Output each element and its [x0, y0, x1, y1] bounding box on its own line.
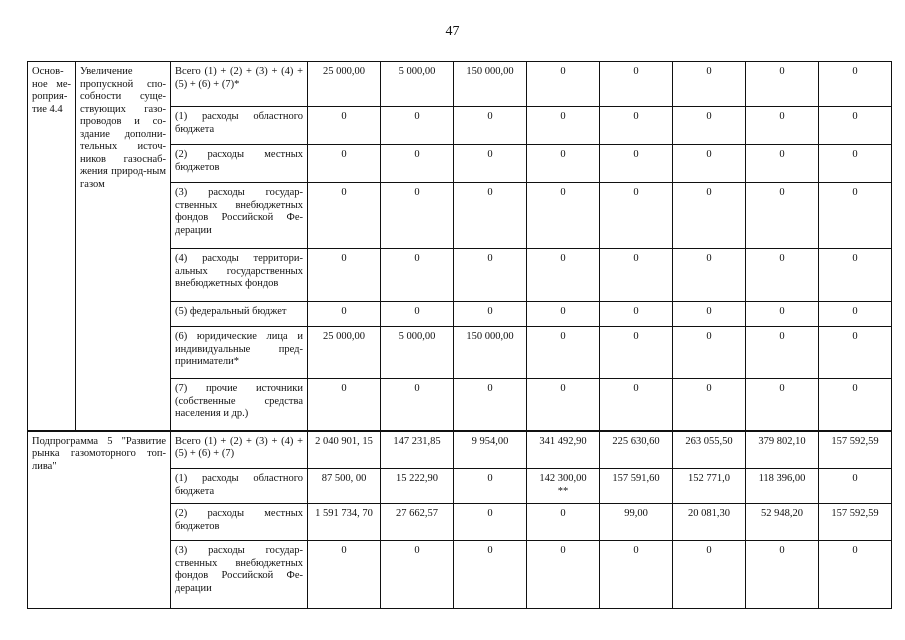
value-cell	[308, 431, 381, 469]
value-cell	[381, 62, 454, 107]
value-cell	[527, 302, 600, 327]
funding-source-cell: (1) расходы областного бюджета	[171, 469, 308, 504]
value-cell	[746, 327, 819, 379]
value-cell	[600, 469, 673, 504]
value-cell	[454, 327, 527, 379]
value-cell	[308, 62, 381, 107]
value-cell	[454, 183, 527, 249]
value-text: 0	[779, 331, 785, 342]
value-cell	[381, 302, 454, 327]
value-text: 0	[560, 111, 566, 122]
value-text: 20 081,30	[688, 508, 730, 519]
value-cell	[673, 541, 746, 609]
value-cell	[746, 249, 819, 302]
value-text: 0	[341, 306, 347, 317]
value-text: 0	[487, 508, 493, 519]
value-cell	[673, 327, 746, 379]
value-cell	[746, 62, 819, 107]
value-text: 52 948,20	[761, 508, 803, 519]
value-text: 0	[487, 306, 493, 317]
value-text: 9 954,00	[471, 435, 509, 447]
value-cell	[746, 504, 819, 541]
value-text: 0	[414, 545, 420, 556]
value-text: 0	[852, 187, 858, 198]
value-cell	[673, 145, 746, 183]
value-cell	[308, 107, 381, 145]
value-text: 27 662,57	[396, 508, 438, 519]
value-text: 0	[852, 66, 858, 77]
value-text: 0	[852, 149, 858, 160]
value-cell	[819, 302, 892, 327]
value-cell	[746, 379, 819, 431]
value-cell	[600, 145, 673, 183]
value-text: 1 591 734, 70	[315, 508, 373, 519]
value-cell	[673, 107, 746, 145]
value-cell	[381, 107, 454, 145]
value-text: 0	[414, 149, 420, 160]
value-text: 0	[852, 473, 858, 484]
value-text: 150 000,00	[466, 66, 514, 77]
value-cell	[600, 541, 673, 609]
value-text: 99,00	[624, 508, 648, 519]
table-row	[28, 62, 892, 107]
value-cell	[381, 327, 454, 379]
value-text: 0	[779, 545, 785, 556]
value-text: 0	[560, 383, 566, 394]
value-text: 0	[414, 306, 420, 317]
value-cell	[308, 327, 381, 379]
value-text: 15 222,90	[396, 473, 438, 484]
value-text: 0	[560, 66, 566, 77]
value-cell	[819, 107, 892, 145]
value-cell	[819, 504, 892, 541]
value-text: 263 055,50	[685, 435, 733, 447]
funding-source-cell: (7) прочие источники (собственные средства населения и др.)	[171, 379, 308, 431]
value-text: 341 492,90	[539, 435, 587, 447]
budget-table	[27, 61, 892, 609]
value-cell	[746, 145, 819, 183]
value-text: 5 000,00	[398, 66, 436, 77]
value-cell	[819, 469, 892, 504]
value-cell	[381, 541, 454, 609]
value-text: 25 000,00	[323, 331, 365, 342]
value-text: 0	[633, 111, 639, 122]
value-text: 0	[633, 383, 639, 394]
value-cell	[381, 249, 454, 302]
value-text: 87 500, 00	[321, 473, 367, 484]
value-cell	[527, 183, 600, 249]
value-text: 0	[779, 306, 785, 317]
value-text: 157 591,60	[612, 473, 660, 484]
value-cell	[746, 469, 819, 504]
value-text: 0	[560, 306, 566, 317]
value-text: 0	[414, 187, 420, 198]
page-number: 47	[445, 24, 460, 39]
value-text: 0	[852, 331, 858, 342]
value-text: 0	[706, 253, 712, 264]
value-text: 0	[852, 253, 858, 264]
value-cell	[454, 107, 527, 145]
value-text: 225 630,60	[612, 435, 660, 447]
funding-source-cell: (6) юридические лица и индивидуальные пред-приниматели*	[171, 327, 308, 379]
value-text: 0	[852, 306, 858, 317]
footnote-mark: **	[557, 485, 569, 497]
value-cell	[527, 145, 600, 183]
value-cell	[527, 249, 600, 302]
value-cell	[673, 249, 746, 302]
value-text: 0	[341, 383, 347, 394]
value-text: 0	[487, 187, 493, 198]
value-text: 0	[414, 111, 420, 122]
value-text: 0	[487, 111, 493, 122]
value-cell	[819, 541, 892, 609]
value-cell	[600, 431, 673, 469]
value-cell	[308, 302, 381, 327]
subprogram-label-cell: Подпрограмма 5 "Развитие рынка газомоторного топ-лива"	[28, 431, 171, 609]
value-cell	[454, 469, 527, 504]
value-text: 0	[706, 306, 712, 317]
value-cell	[527, 107, 600, 145]
value-cell	[819, 62, 892, 107]
value-text: 0	[779, 111, 785, 122]
value-text: 0	[706, 149, 712, 160]
value-text: 0	[779, 253, 785, 264]
value-cell	[673, 62, 746, 107]
value-cell	[308, 541, 381, 609]
table-row	[28, 431, 892, 469]
value-cell	[527, 541, 600, 609]
value-text: 0	[487, 473, 493, 484]
value-text: 0	[852, 383, 858, 394]
value-cell	[527, 469, 600, 504]
measure-label-cell: Основ-ное ме-роприя-тие 4.4	[28, 62, 76, 431]
value-cell	[527, 379, 600, 431]
value-text: 152 771,0	[688, 473, 730, 484]
value-cell	[381, 379, 454, 431]
value-cell	[381, 469, 454, 504]
value-text: 147 231,85	[393, 435, 441, 447]
value-cell	[454, 249, 527, 302]
value-text: 2 040 901, 15	[315, 435, 373, 447]
value-cell	[600, 62, 673, 107]
value-text: 0	[633, 253, 639, 264]
value-cell	[454, 504, 527, 541]
value-cell	[600, 327, 673, 379]
value-text: 0	[341, 253, 347, 264]
value-cell	[454, 541, 527, 609]
value-cell	[454, 62, 527, 107]
value-text: 0	[633, 331, 639, 342]
value-cell	[600, 504, 673, 541]
value-text: 142 300,00	[539, 473, 587, 484]
value-cell	[308, 249, 381, 302]
value-text: 0	[560, 331, 566, 342]
value-cell	[527, 504, 600, 541]
funding-source-cell: (1) расходы областного бюджета	[171, 107, 308, 145]
funding-source-cell: (2) расходы местных бюджетов	[171, 504, 308, 541]
value-text: 118 396,00	[758, 473, 806, 484]
value-text: 0	[706, 187, 712, 198]
value-cell	[454, 145, 527, 183]
value-text: 0	[633, 66, 639, 77]
value-cell	[381, 145, 454, 183]
value-text: 0	[341, 545, 347, 556]
value-cell	[673, 469, 746, 504]
value-cell	[527, 62, 600, 107]
funding-source-cell: (5) федеральный бюджет	[171, 302, 308, 327]
value-cell	[600, 302, 673, 327]
value-cell	[819, 327, 892, 379]
value-cell	[381, 504, 454, 541]
value-text: 0	[341, 149, 347, 160]
value-text: 0	[706, 331, 712, 342]
value-text: 0	[779, 149, 785, 160]
value-text: 0	[560, 508, 566, 519]
value-text: 25 000,00	[323, 66, 365, 77]
funding-source-cell: (2) расходы местных бюджетов	[171, 145, 308, 183]
value-text: 0	[852, 545, 858, 556]
value-text: 0	[779, 66, 785, 77]
value-text: 0	[487, 253, 493, 264]
value-text: 0	[633, 149, 639, 160]
value-cell	[308, 379, 381, 431]
value-cell	[600, 379, 673, 431]
value-text: 0	[633, 187, 639, 198]
value-cell	[673, 302, 746, 327]
value-text: 0	[633, 545, 639, 556]
funding-source-cell: Всего (1) + (2) + (3) + (4) + (5) + (6) + (7)*	[171, 62, 308, 107]
value-text: 0	[487, 383, 493, 394]
value-text: 150 000,00	[466, 331, 514, 342]
value-cell	[746, 302, 819, 327]
funding-source-cell: (3) расходы государ-ственных внебюджетных фондов Российской Фе-дерации	[171, 183, 308, 249]
value-text: 0	[706, 545, 712, 556]
value-cell	[600, 107, 673, 145]
value-cell	[819, 249, 892, 302]
value-cell	[746, 541, 819, 609]
value-cell	[819, 431, 892, 469]
value-text: 0	[560, 545, 566, 556]
value-text: 0	[779, 383, 785, 394]
value-cell	[308, 183, 381, 249]
value-text: 0	[852, 111, 858, 122]
value-cell	[819, 379, 892, 431]
value-cell	[819, 145, 892, 183]
value-cell	[527, 431, 600, 469]
value-text: 0	[341, 187, 347, 198]
value-cell	[819, 183, 892, 249]
value-text: 0	[779, 187, 785, 198]
value-cell	[527, 327, 600, 379]
value-cell	[454, 379, 527, 431]
value-cell	[673, 379, 746, 431]
value-cell	[308, 145, 381, 183]
value-cell	[746, 183, 819, 249]
value-text: 0	[487, 149, 493, 160]
value-text: 0	[706, 111, 712, 122]
value-cell	[381, 183, 454, 249]
value-text: 5 000,00	[398, 331, 436, 342]
value-text: 0	[560, 149, 566, 160]
value-cell	[454, 302, 527, 327]
value-cell	[746, 107, 819, 145]
value-cell	[381, 431, 454, 469]
value-text: 0	[487, 545, 493, 556]
value-cell	[673, 504, 746, 541]
value-text: 0	[633, 306, 639, 317]
value-cell	[600, 183, 673, 249]
value-text: 379 802,10	[758, 435, 806, 447]
funding-source-cell: (4) расходы территори-альных государственных внебюджетных фондов	[171, 249, 308, 302]
value-cell	[308, 469, 381, 504]
funding-source-cell: Всего (1) + (2) + (3) + (4) + (5) + (6) + (7)	[171, 431, 308, 469]
funding-source-cell: (3) расходы государ-ственных внебюджетных фондов Российской Фе-дерации	[171, 541, 308, 609]
value-text: 0	[560, 187, 566, 198]
value-text: 157 592,59	[831, 435, 879, 447]
value-cell	[600, 249, 673, 302]
value-text: 157 592,59	[831, 508, 879, 519]
value-text: 0	[341, 111, 347, 122]
value-cell	[308, 504, 381, 541]
value-text: 0	[706, 383, 712, 394]
measure-name-cell: Увеличение пропускной спо-собности суще-ствующих газо-проводов и со-здание дополни-тельных источ-ников газоснаб-жения природ-ным газом	[76, 62, 171, 431]
value-text: 0	[560, 253, 566, 264]
value-text: 0	[706, 66, 712, 77]
value-cell	[746, 431, 819, 469]
value-text: 0	[414, 253, 420, 264]
value-cell	[673, 183, 746, 249]
value-text: 0	[414, 383, 420, 394]
value-cell	[673, 431, 746, 469]
value-cell	[454, 431, 527, 469]
